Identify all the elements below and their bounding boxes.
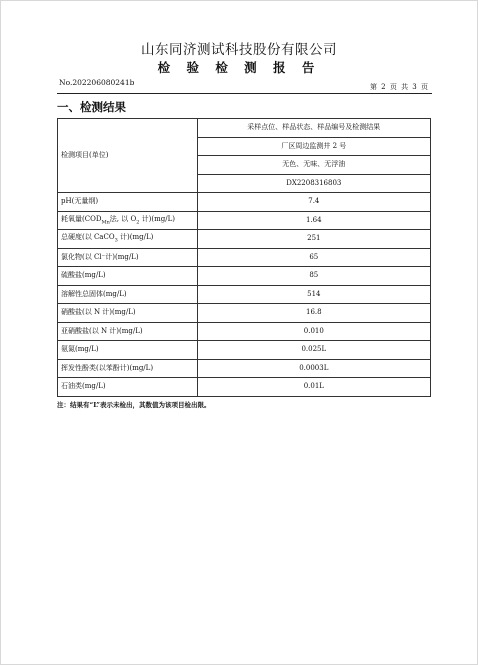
table-row [58, 248, 431, 267]
company-name: 山东同济测试科技股份有限公司 [141, 42, 337, 58]
item-column-header: 检测项目(单位) [58, 119, 198, 193]
table-row [58, 304, 431, 323]
item-name: 挥发性酚类(以苯酚计)(mg/L) [58, 359, 198, 378]
item-name: 溶解性总固体(mg/L) [58, 285, 198, 304]
item-value: 1.64 [197, 211, 430, 230]
table-row [58, 359, 431, 378]
item-value: 0.010 [197, 322, 430, 341]
item-name: pH(无量纲) [58, 193, 198, 212]
table-row [58, 285, 431, 304]
table-row [58, 322, 431, 341]
item-value: 0.0003L [197, 359, 430, 378]
sampling-point: 厂区周边监测井 2 号 [197, 137, 430, 156]
item-name: 石油类(mg/L) [58, 378, 198, 397]
item-name: 氨氮(mg/L) [58, 341, 198, 360]
table-row [58, 378, 431, 397]
item-name: 耗氧量($COD_{Mn}$法, 以 $O_2$ 计)(mg/L) [58, 211, 198, 230]
header-divider [57, 93, 432, 94]
table-row [58, 193, 431, 212]
table-row [58, 230, 431, 249]
table-row [58, 341, 431, 360]
footnote: 注：结果有“L”表示未检出，其数值为该项目检出限。 [57, 401, 211, 409]
item-name: 氯化物(以 Cl⁻计)(mg/L) [58, 248, 198, 267]
page-indicator: 第 2 页 共 3 页 [369, 83, 428, 91]
item-value: 65 [197, 248, 430, 267]
item-name: 亚硝酸盐(以 N 计)(mg/L) [58, 322, 198, 341]
report-title: 检 验 检 测 报 告 [157, 60, 321, 75]
item-name: 总硬度(以 CaCO$_3$ 计)(mg/L) [58, 230, 198, 249]
results-column-header: 采样点位、样品状态、样品编号及检测结果 [197, 119, 430, 138]
item-value: 16.8 [197, 304, 430, 323]
item-value: 7.4 [197, 193, 430, 212]
item-value: 85 [197, 267, 430, 286]
sample-id: DX2208316803 [197, 174, 430, 193]
item-value: 514 [197, 285, 430, 304]
results-table [57, 118, 431, 397]
report-number: No.202206080241b [59, 78, 135, 87]
table-header-row [58, 119, 431, 138]
item-value: 0.025L [197, 341, 430, 360]
table-row [58, 267, 431, 286]
item-value: 0.01L [197, 378, 430, 397]
table-row [58, 211, 431, 230]
item-name: 硫酸盐(mg/L) [58, 267, 198, 286]
item-value: 251 [197, 230, 430, 249]
section-heading: 一、检测结果 [57, 100, 126, 114]
sample-state: 无色、无味、无浮油 [197, 156, 430, 175]
item-name: 硝酸盐(以 N 计)(mg/L) [58, 304, 198, 323]
